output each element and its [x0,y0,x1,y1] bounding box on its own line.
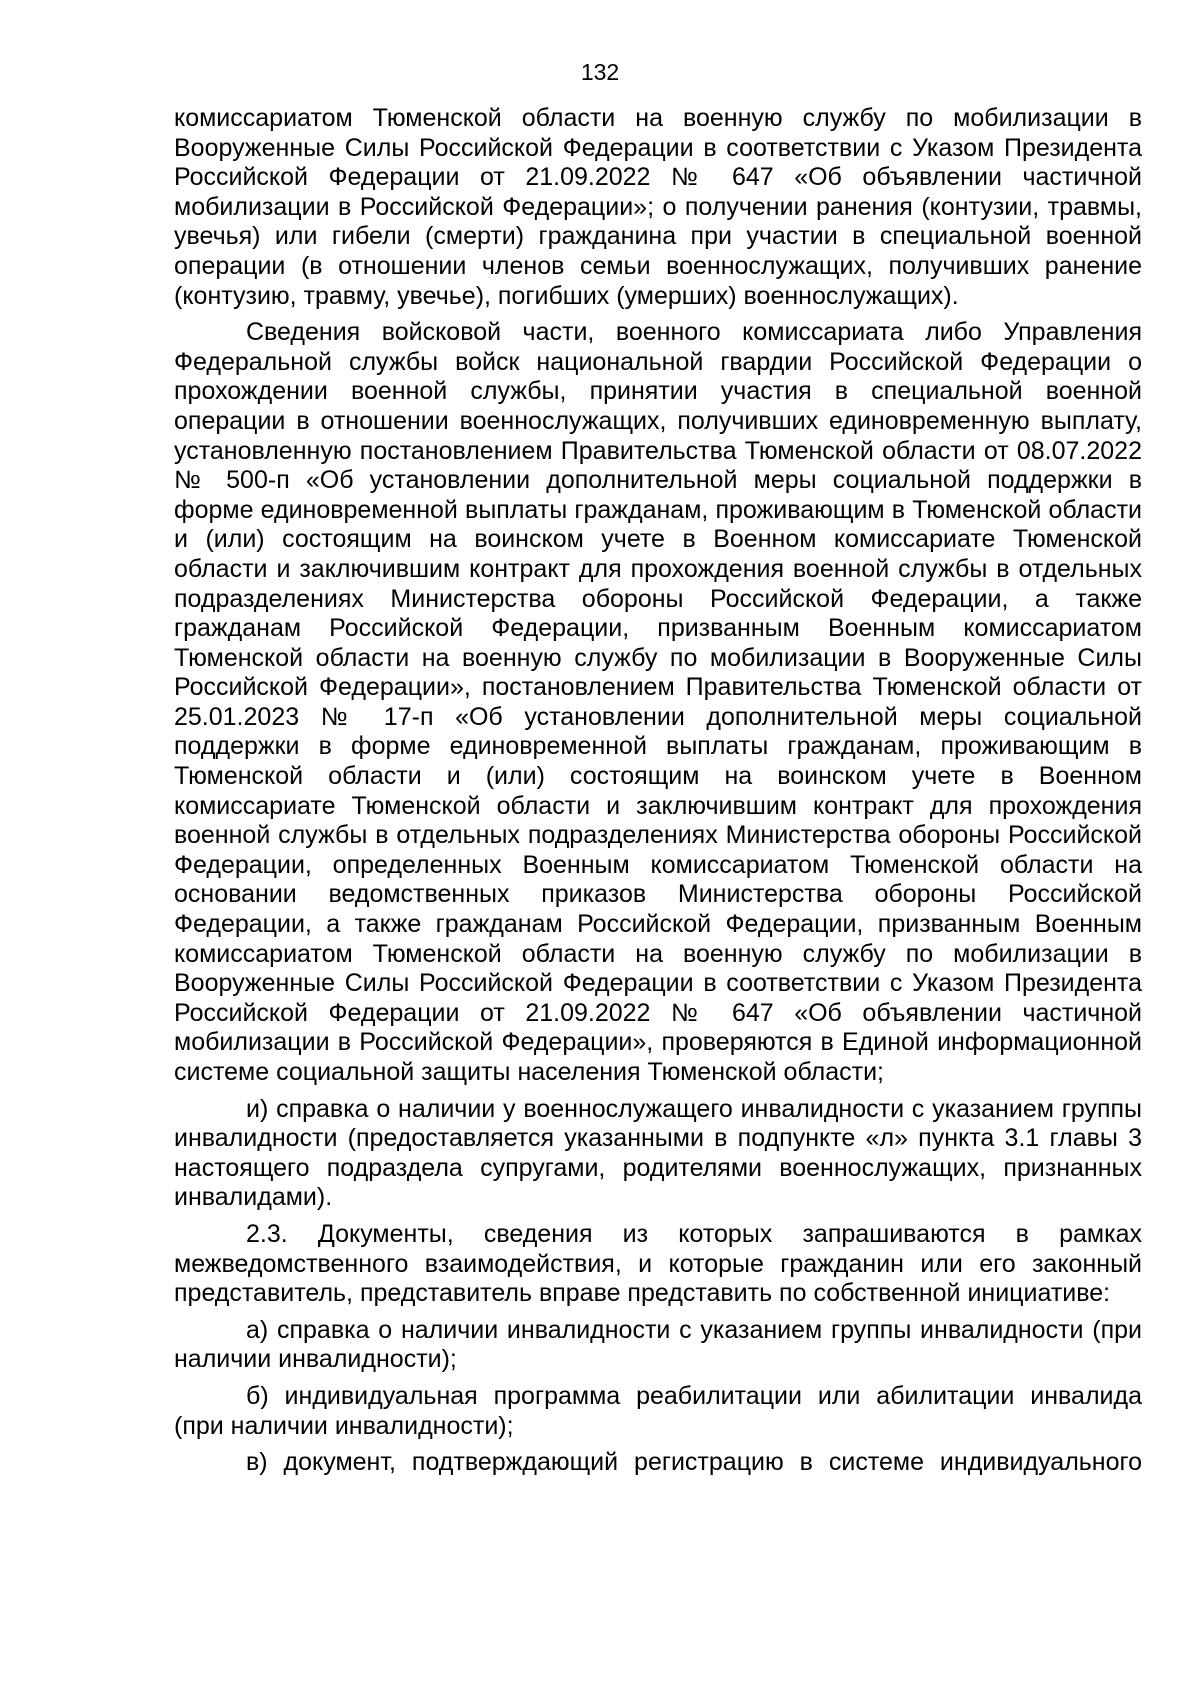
paragraph-continuation: комиссариатом Тюменской области на военную службу по мобилизации в Вооруженные Силы Российской Федерации в соответствии с Указом Президента Российской Федерации от 21.09.2022 № 647 «Об объявлении частичной мобилизации в Российской Федерации»; о получении ранения (контузии, травмы, увечья) или гибели (смерти) гражданина при участии в специальной военной операции (в отношении членов семьи военнослужащих, получивших ранение (контузию, травму, увечье), погибших (умерших) военнослужащих). [174,104,1142,310]
paragraph-section-2-3: 2.3. Документы, сведения из которых запрашиваются в рамках межведомственного взаимодействия, и которые гражданин или его законный представитель, представитель вправе представить по собственной инициативе: [174,1219,1142,1308]
paragraph-service-records: Сведения войсковой части, военного комиссариата либо Управления Федеральной службы войск национальной гвардии Российской Федерации о прохождении военной службы, принятии участия в специальной военной операции в отношении военнослужащих, получивших единовременную выплату, установленную постановлением Правительства Тюменской области от 08.07.2022 № 500-п «Об установлении дополнительной меры социальной поддержки в форме единовременной выплаты гражданам, проживающим в Тюменской области и (или) состоящим на воинском учете в Военном комиссариате Тюменской области и заключившим контракт для прохождения военной службы в отдельных подразделениях Министерства обороны Российской Федерации, а также гражданам Российской Федерации, призванным Военным комиссариатом Тюменской области на военную службу по мобилизации в Вооруженные Силы Российской Федерации», постановлением Правительства Тюменской области от 25.01.2023 № 17-п «Об установлении дополнительной меры социальной поддержки в форме единовременной выплаты гражданам, проживающим в Тюменской области и (или) состоящим на воинском учете в Военном комиссариате Тюменской области и заключившим контракт для прохождения военной службы в отдельных подразделениях Министерства обороны Российской Федерации, определенных Военным комиссариатом Тюменской области на основании ведомственных приказов Министерства обороны Российской Федерации, а также гражданам Российской Федерации, призванным Военным комиссариатом Тюменской области на военную службу по мобилизации в Вооруженные Силы Российской Федерации в соответствии с Указом Президента Российской Федерации от 21.09.2022 № 647 «Об объявлении частичной мобилизации в Российской Федерации», проверяются в Единой информационной системе социальной защиты населения Тюменской области; [174,318,1142,1086]
paragraph-item-i: и) справка о наличии у военнослужащего инвалидности с указанием группы инвалидности (предоставляется указанными в подпункте «л» пункта 3.1 главы 3 настоящего подраздела супругами, родителями военнослужащих, признанных инвалидами). [174,1094,1142,1212]
paragraph-item-a: а) справка о наличии инвалидности с указанием группы инвалидности (при наличии инвалидности); [174,1315,1142,1374]
document-body [174,104,1142,1485]
page-number: 132 [580,59,620,85]
paragraph-item-b: б) индивидуальная программа реабилитации или абилитации инвалида (при наличии инвалидности); [174,1381,1142,1440]
paragraph-item-v: в) документ, подтверждающий регистрацию в системе индивидуального [246,1448,1142,1477]
